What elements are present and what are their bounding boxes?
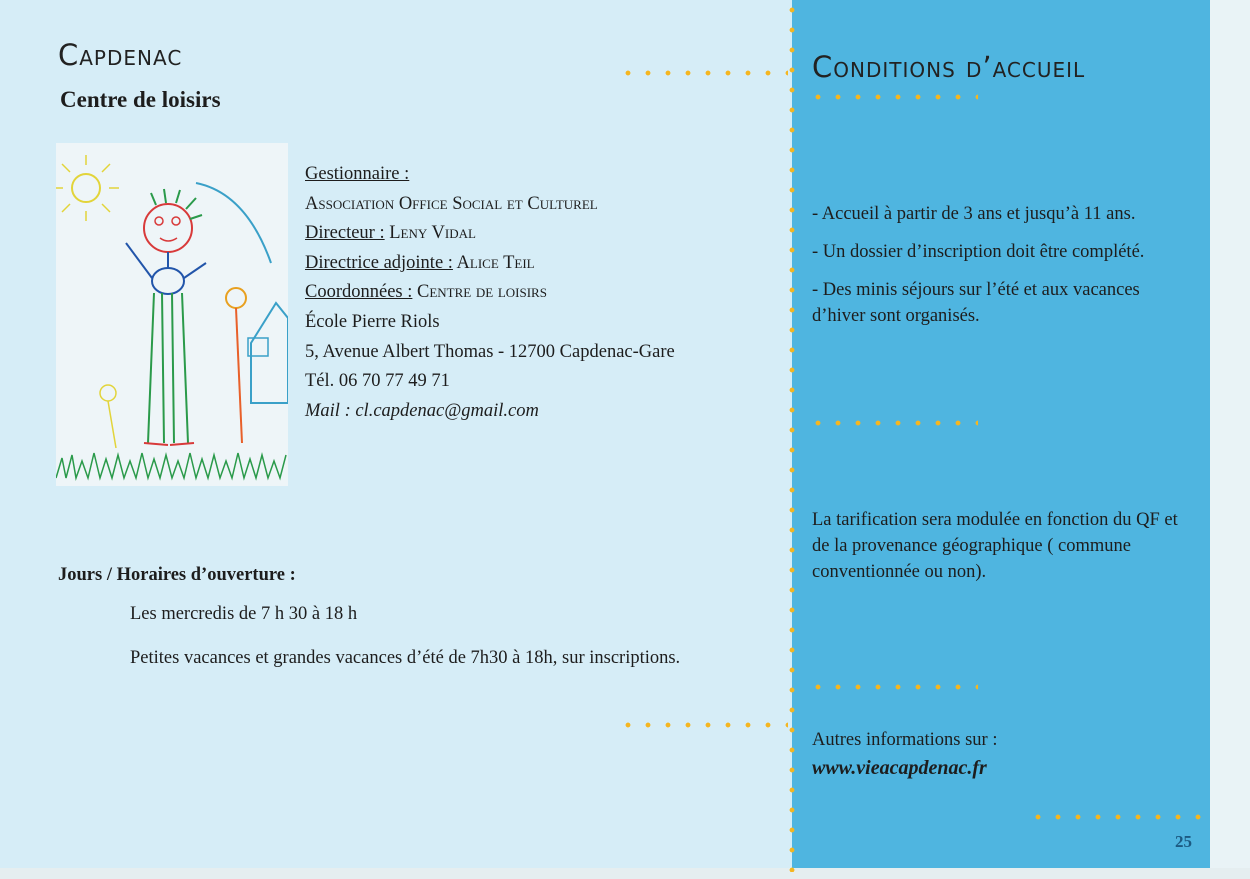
more-info-label: Autres informations sur : (812, 730, 998, 750)
title-dots-right (808, 94, 978, 100)
town-title: Capdenac (58, 38, 183, 72)
hours-line-holidays: Petites vacances et grandes vacances d’été de 7h30 à 18h, sur inscriptions. (130, 648, 681, 668)
corner-dots (1028, 814, 1210, 820)
directeur-label: Directeur : (305, 223, 385, 244)
bottom-strip (0, 868, 1250, 879)
condition-item: - Accueil à partir de 3 ans et jusqu’à 11 ans. (812, 204, 1136, 224)
page-number: 25 (1175, 832, 1192, 851)
page-subtitle: Centre de loisirs (60, 87, 221, 112)
section-dots-1 (808, 420, 978, 426)
coordonnees-label: Coordonnées : (305, 282, 413, 303)
contact-info-block (305, 160, 675, 426)
more-info-block (812, 728, 1184, 782)
coordonnees-value: Centre de loisirs (412, 282, 547, 303)
section-dots-3 (618, 722, 788, 728)
child-drawing-image (56, 143, 288, 486)
condition-item: - Des minis séjours sur l’été et aux vacances d’hiver sont organisés. (812, 279, 1140, 326)
email-address: Mail : cl.capdenac@gmail.com (305, 400, 539, 421)
gestionnaire-label: Gestionnaire : (305, 164, 410, 184)
tarification-text: La tarification sera modulée en fonction du QF et de la provenance géographique ( commune conventionnée ou non). (812, 510, 1178, 582)
condition-item: - Un dossier d’inscription doit être complété. (812, 241, 1145, 262)
phone-number: Tél. 06 70 77 49 71 (305, 371, 450, 392)
section-dots-2 (808, 684, 978, 690)
child-drawing-icon (56, 143, 288, 486)
gestionnaire-value: Association Office Social et Culturel (305, 193, 598, 214)
title-dots-left (618, 70, 788, 76)
page-edge (1210, 0, 1250, 879)
directeur-value: Leny Vidal (384, 223, 476, 244)
adjointe-value: Alice Teil (452, 252, 535, 273)
adjointe-label: Directrice adjointe : (305, 252, 453, 273)
conditions-title: Conditions d’accueil (812, 50, 1086, 84)
conditions-list (812, 202, 1184, 342)
address-line-2: 5, Avenue Albert Thomas - 12700 Capdenac-Gare (305, 341, 675, 362)
hours-title: Jours / Horaires d’ouverture : (58, 565, 296, 585)
website-link[interactable]: www.vieacapdenac.fr (812, 756, 987, 779)
hours-line-wednesday: Les mercredis de 7 h 30 à 18 h (130, 604, 358, 624)
address-line-1: École Pierre Riols (305, 311, 440, 332)
vertical-dotted-divider (789, 0, 795, 872)
